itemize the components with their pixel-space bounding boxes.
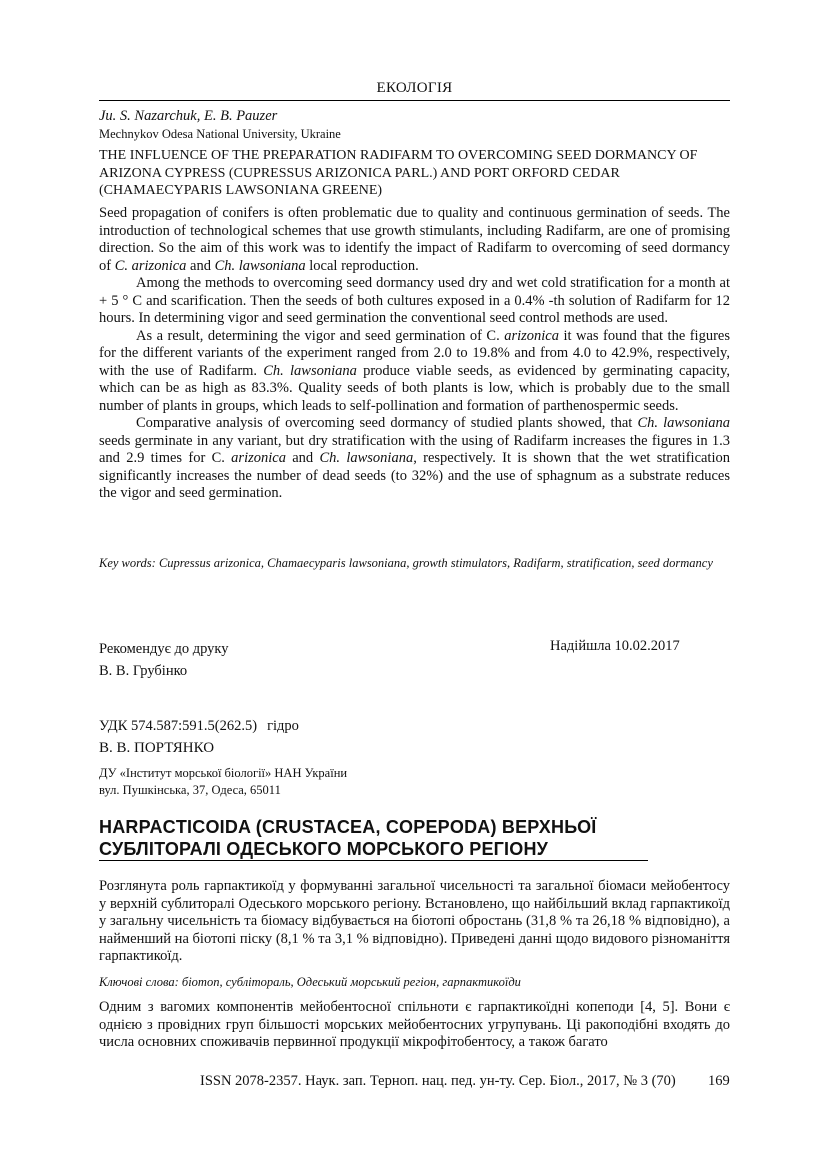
article1-authors: Ju. S. Nazarchuk, E. B. Pauzer <box>99 108 278 124</box>
udk-line <box>99 718 730 735</box>
article2-address: вул. Пушкінська, 37, Одеса, 65011 <box>99 783 281 797</box>
article2-author: В. В. ПОРТЯНКО <box>99 740 215 756</box>
article2-body-text: Одним з вагомих компонентів мейобентосної спільноти є гарпактикоїдні копеподи [4, 5]. Вони є однією з провідних груп більшості морських мейобентосних угрупувань. Ці ракоподібні входять до числа основних споживачів первинної продукції мікрофітобентосу, а також багато <box>99 999 730 1050</box>
article2-body <box>99 999 730 1052</box>
article1-abstract <box>99 205 730 503</box>
section-header: ЕКОЛОГІЯ <box>99 80 730 101</box>
article2-institution: ДУ «Інститут морської біології» НАН України <box>99 766 348 780</box>
article2-abstract-text: Розглянута роль гарпактикоїд у формуванні загальної чисельності та загальної біомаси мейобентосу у верхній сублиторалі Одеського морського регіону. Встановлено, що найбільший вклад гарпактикоїд у загальну чисельність та біомасу відбувається на біотопі обростань (31,8 % та 26,18 % відповідно), а найменший на біотопі піску (8,1 % та 3,1 % відповідно). Приведені данні щодо видового різноманіття гарпактикоїд. <box>99 878 730 964</box>
udk-tag: гідро <box>267 718 299 734</box>
abstract-paragraph-2: Among the methods to overcoming seed dormancy used dry and wet cold stratification for a month at + 5 ° C and scarification. Then the seeds of both cultures exposed in a 0.4% -th solution of Radifarm for 12 hours. In determining vigor and seed germination the conventional seed control methods are used. <box>99 275 730 326</box>
udk-code: УДК 574.587:591.5(262.5) <box>99 718 258 734</box>
article2-keywords: Ключові слова: біотоп, субліторaль, Одеський морський регіон, гарпактикоїди <box>99 975 521 989</box>
received-date: Надійшла 10.02.2017 <box>550 638 680 654</box>
article1-title: THE INFLUENCE OF THE PREPARATION RADIFARM TO OVERCOMING SEED DORMANCY OF ARIZONA CYPRESS (CUPRESSUS ARIZONICA PARL.) AND PORT ORFORD CEDAR (CHAMAECYPARIS LAWSONIANA GREENE) <box>99 148 698 198</box>
page-number: 169 <box>708 1073 730 1089</box>
recommend-label: Рекомендує до друку <box>99 641 229 657</box>
article2-title-line-2: СУБЛІТОРАЛІ ОДЕСЬКОГО МОРСЬКОГО РЕГІОНУ <box>99 838 648 861</box>
abstract-paragraph-1: Seed propagation of conifers is often problematic due to quality and continuous germination of seeds. The introduction of technological schemes that use growth stimulants, including Radifarm, are one of promising direction. So the aim of this work was to identify the impact of Radifarm to overcoming of seed dormancy of C. arizonica and Ch. lawsoniana local reproduction. <box>99 205 730 274</box>
article1-keywords: Key words: Cupressus arizonica, Chamaecyparis lawsoniana, growth stimulators, Radifarm, stratification, seed dormancy <box>99 556 713 570</box>
abstract-paragraph-3: As a result, determining the vigor and seed germination of C. arizonica it was found that the figures for the different variants of the experiment ranged from 2.0 to 19.8% and from 4.0 to 42.9%, respectively, with the use of Radifarm. Ch. lawsoniana produce viable seeds, as evidenced by germinating capacity, which can be as high as 83.3%. Quality seeds of both plants is low, which is probably due to the small number of plants in groups, which leads to self-pollination and formation of parthenospermic seeds. <box>99 327 731 414</box>
journal-reference: ISSN 2078-2357. Наук. зап. Терноп. нац. пед. ун-ту. Сер. Біол., 2017, № 3 (70) <box>200 1073 676 1089</box>
article2-institution-block <box>99 765 730 799</box>
article2-title-line-1: HARPACTICOIDA (CRUSTACEA, COPEPODA) ВЕРХНЬОЇ <box>99 817 597 837</box>
abstract-paragraph-4: Comparative analysis of overcoming seed dormancy of studied plants showed, that Ch. lawsoniana seeds germinate in any variant, but dry stratification with the using of Radifarm increases the figures in 1.3 and 2.9 times for C. arizonica and Ch. lawsoniana, respectively. It is shown that the wet stratification significantly increases the number of dead seeds (to 32%) and the use of sphagnum as a substrate reduces the vigor and seed germination. <box>99 415 730 501</box>
article2-title <box>99 816 730 861</box>
article2-abstract <box>99 878 730 966</box>
recommend-name: В. В. Грубінко <box>99 663 188 679</box>
article1-affiliation: Mechnykov Odesa National University, Ukraine <box>99 127 341 141</box>
recommendation-block <box>99 638 228 682</box>
